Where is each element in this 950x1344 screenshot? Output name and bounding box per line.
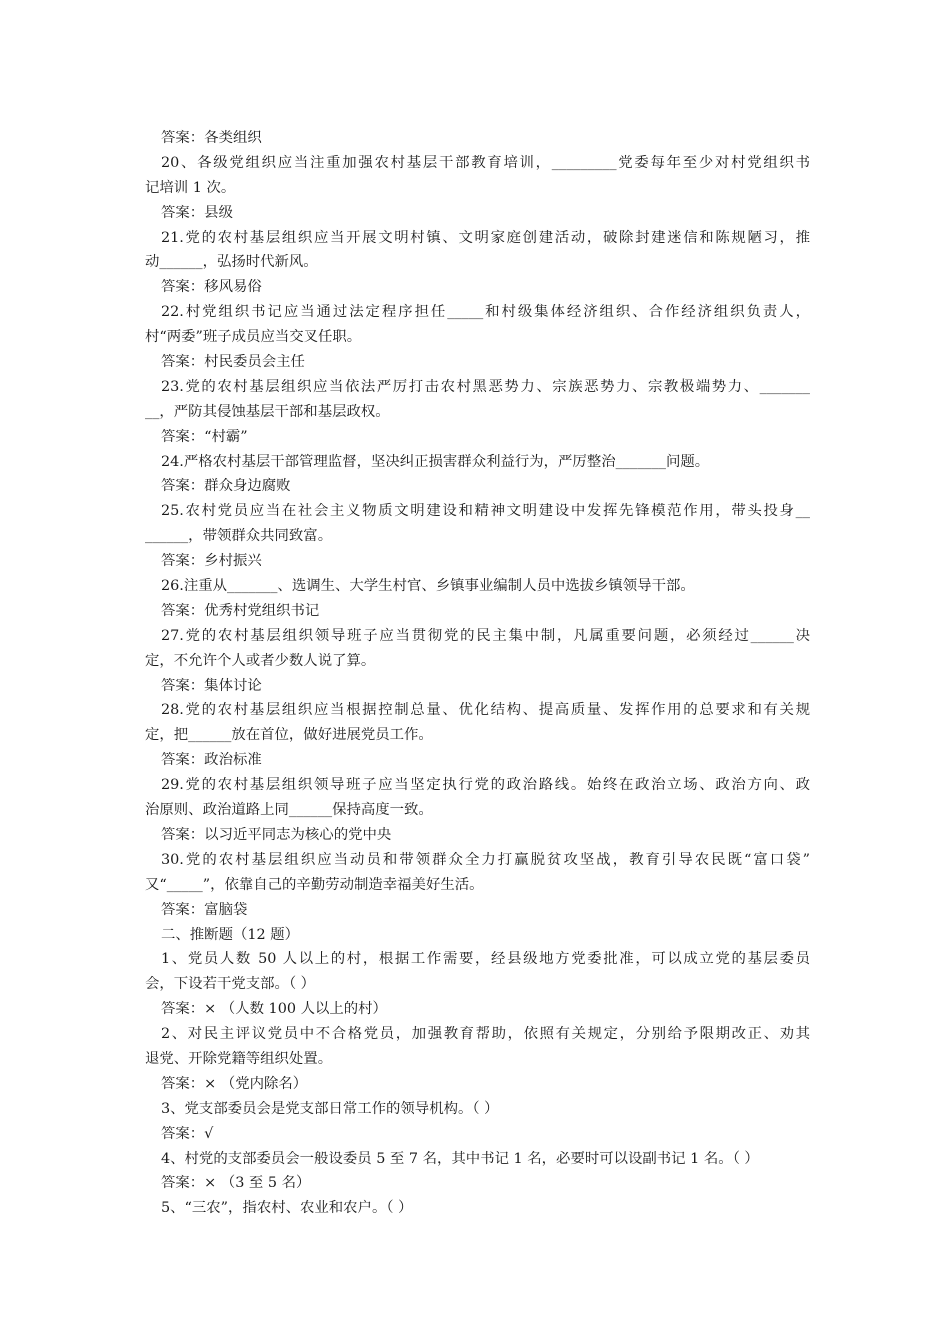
question-line-continued: 记培训 1 次。 xyxy=(145,179,236,196)
answer-line: 答案：以习近平同志为核心的党中央 xyxy=(161,826,392,843)
question-line-continued: 退党、开除党籍等组织处置。 xyxy=(145,1050,333,1067)
question-line: 4、村党的支部委员会一般设委员 5 至 7 名，其中书记 1 名，必要时可以设副书记 1 名。（ ） xyxy=(161,1150,759,1167)
answer-line: 答案：县级 xyxy=(161,204,233,221)
question-line: 27.党的农村基层组织领导班子应当贯彻党的民主集中制，凡属重要问题，必须经过______决 xyxy=(161,627,810,644)
answer-line: 答案：群众身边腐败 xyxy=(161,478,291,495)
answer-line: 答案：集体讨论 xyxy=(161,677,262,694)
answer-line: 答案：× （党内除名） xyxy=(161,1075,308,1092)
answer-line: 答案：√ xyxy=(161,1125,214,1142)
question-line: 1、党员人数 50 人以上的村，根据工作需要，经县级地方党委批准，可以成立党的基层委员 xyxy=(161,951,810,968)
question-line-continued: 动______，弘扬时代新风。 xyxy=(145,254,318,271)
answer-line: 答案：村民委员会主任 xyxy=(161,354,305,371)
question-line-continued: 村“两委”班子成员应当交叉任职。 xyxy=(145,329,362,346)
question-line-continued: 会，下设若干党支部。（ ） xyxy=(145,976,316,993)
answer-line: 答案：富脑袋 xyxy=(161,901,248,918)
question-line: 28.党的农村基层组织应当根据控制总量、优化结构、提高质量、发挥作用的总要求和有关规 xyxy=(161,702,810,719)
question-line: 26.注重从_______、选调生、大学生村官、乡镇事业编制人员中选拔乡镇领导干部。 xyxy=(161,578,695,595)
document-page xyxy=(145,126,810,1221)
question-line-continued: 定，不允许个人或者少数人说了算。 xyxy=(145,652,376,669)
question-line-continued: 定，把______放在首位，做好进展党员工作。 xyxy=(145,727,433,744)
question-line: 22.村党组织书记应当通过法定程序担任_____和村级集体经济组织、合作经济组织负责人， xyxy=(161,304,810,321)
question-line: 30.党的农村基层组织应当动员和带领群众全力打赢脱贫攻坚战，教育引导农民既“富口袋” xyxy=(161,851,810,868)
answer-line: 答案：“村霸” xyxy=(161,428,248,445)
answer-line: 答案：各类组织 xyxy=(161,130,262,146)
answer-line: 答案：政治标准 xyxy=(161,752,262,769)
answer-line: 答案：× （3 至 5 名） xyxy=(161,1175,311,1192)
question-line: 5、“三农”，指农村、农业和农户。（ ） xyxy=(161,1200,413,1217)
question-line-continued: __，严防其侵蚀基层干部和基层政权。 xyxy=(145,403,390,420)
answer-line: 答案：移风易俗 xyxy=(161,279,262,296)
question-line: 3、党支部委员会是党支部日常工作的领导机构。（ ） xyxy=(161,1100,499,1117)
question-line: 25.农村党员应当在社会主义物质文明建设和精神文明建设中发挥先锋模范作用，带头投身__ xyxy=(161,503,810,520)
answer-line: 答案：优秀村党组织书记 xyxy=(161,602,320,619)
answer-line: 答案：× （人数 100 人以上的村） xyxy=(161,1001,387,1018)
question-line-continued: ______，带领群众共同致富。 xyxy=(145,528,333,545)
question-line: 20、各级党组织应当注重加强农村基层干部教育培训，_________党委每年至少对村党组织书 xyxy=(161,154,810,171)
section-heading: 二、推断题（12 题） xyxy=(161,926,300,943)
question-line: 2、对民主评议党员中不合格党员，加强教育帮助，依照有关规定，分别给予限期改正、劝其 xyxy=(161,1026,810,1043)
question-line: 21.党的农村基层组织应当开展文明村镇、文明家庭创建活动，破除封建迷信和陈规陋习，推 xyxy=(161,229,810,246)
question-line: 23.党的农村基层组织应当依法严厉打击农村黑恶势力、宗族恶势力、宗教极端势力、_______ xyxy=(161,378,810,395)
question-line: 24.严格农村基层干部管理监督，坚决纠正损害群众利益行为，严厉整治_______问题。 xyxy=(161,453,710,470)
question-line-continued: 治原则、政治道路上同______保持高度一致。 xyxy=(145,802,433,819)
question-line-continued: 又“_____”，依靠自己的辛勤劳动制造幸福美好生活。 xyxy=(145,876,484,893)
answer-line: 答案：乡村振兴 xyxy=(161,553,262,570)
question-line: 29.党的农村基层组织领导班子应当坚定执行党的政治路线。始终在政治立场、政治方向、政 xyxy=(161,777,810,794)
